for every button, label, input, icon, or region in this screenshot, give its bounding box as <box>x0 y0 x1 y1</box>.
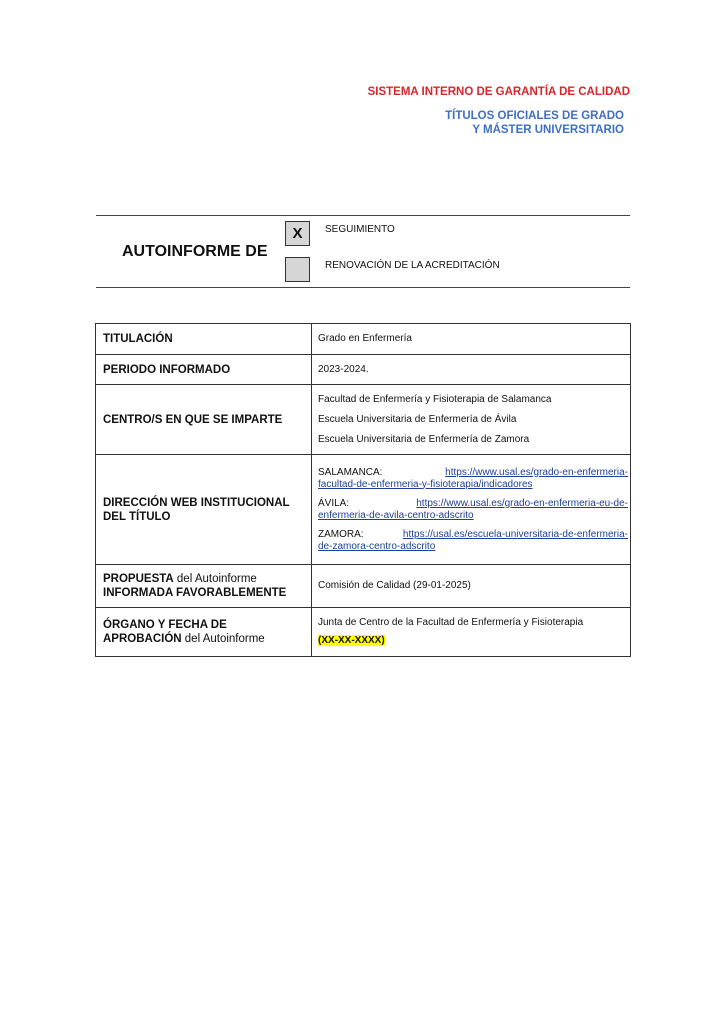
avila-link-cont[interactable]: enfermeria-de-avila-centro-adscrito <box>318 509 474 521</box>
avila-link[interactable]: https://www.usal.es/grado-en-enfermeria-eu-de- <box>416 497 628 509</box>
seguimiento-label: SEGUIMIENTO <box>325 224 395 235</box>
table-row <box>96 565 631 608</box>
bottom-divider <box>96 287 630 288</box>
organo-label-b: APROBACIÓN <box>103 633 182 645</box>
centros-label: CENTRO/S EN QUE SE IMPARTE <box>96 385 312 455</box>
propuesta-label <box>96 565 312 608</box>
web-label-line-1: DIRECCIÓN WEB INSTITUCIONAL <box>103 496 290 509</box>
autoinforme-title: AUTOINFORME DE <box>122 243 268 260</box>
organo-text: Junta de Centro de la Facultad de Enfermería y Fisioterapia <box>318 617 584 628</box>
zamora-label: ZAMORA: <box>318 528 364 540</box>
table-row <box>96 385 631 455</box>
periodo-label: PERIODO INFORMADO <box>96 355 312 385</box>
web-label <box>96 455 312 565</box>
propuesta-label-c: INFORMADA FAVORABLEMENTE <box>103 587 287 599</box>
avila-label: ÁVILA: <box>318 497 350 509</box>
renovacion-checkbox[interactable] <box>285 257 310 282</box>
top-divider <box>96 215 630 216</box>
propuesta-value: Comisión de Calidad (29-01-2025) <box>312 565 631 608</box>
table-row <box>96 324 631 355</box>
propuesta-label-b: del Autoinforme <box>173 573 257 585</box>
centro-avila: Escuela Universitaria de Enfermería de Ávila <box>318 413 517 425</box>
titulacion-value: Grado en Enfermería <box>312 324 631 355</box>
centros-value <box>312 385 631 455</box>
renovacion-label: RENOVACIÓN DE LA ACREDITACIÓN <box>325 260 500 271</box>
system-title: SISTEMA INTERNO DE GARANTÍA DE CALIDAD <box>367 86 630 98</box>
organo-label-c: del Autoinforme <box>181 633 265 645</box>
organo-value <box>312 608 631 657</box>
web-label-line-2: DEL TÍTULO <box>103 510 171 523</box>
organo-date: (XX-XX-XXXX) <box>318 635 385 646</box>
titles-heading <box>445 109 624 137</box>
centro-zamora: Escuela Universitaria de Enfermería de Zamora <box>318 433 530 445</box>
salamanca-label: SALAMANCA: <box>318 466 383 478</box>
web-value <box>312 455 631 565</box>
table-row <box>96 355 631 385</box>
centro-salamanca: Facultad de Enfermería y Fisioterapia de Salamanca <box>318 393 552 405</box>
web-salamanca <box>318 467 628 491</box>
titulacion-label: TITULACIÓN <box>96 324 312 355</box>
seguimiento-checkbox[interactable] <box>285 221 310 246</box>
salamanca-link[interactable]: https://www.usal.es/grado-en-enfermeria- <box>445 466 628 478</box>
zamora-link-cont[interactable]: de-zamora-centro-adscrito <box>318 540 436 552</box>
organo-label <box>96 608 312 657</box>
salamanca-link-cont[interactable]: facultad-de-enfermeria-y-fisioterapia/indicadores <box>318 478 533 490</box>
web-zamora <box>318 529 628 553</box>
info-table <box>95 323 631 657</box>
table-row <box>96 608 631 657</box>
web-avila <box>318 498 628 522</box>
organo-label-a: ÓRGANO Y FECHA DE <box>103 619 227 631</box>
zamora-link[interactable]: https://usal.es/escuela-universitaria-de-enfermeria- <box>402 528 628 540</box>
periodo-value: 2023-2024. <box>312 355 631 385</box>
checked-mark: X <box>292 225 303 242</box>
titles-line-2: Y MÁSTER UNIVERSITARIO <box>472 124 624 136</box>
propuesta-label-a: PROPUESTA <box>103 573 174 585</box>
titles-line-1: TÍTULOS OFICIALES DE GRADO <box>445 110 624 122</box>
table-row <box>96 455 631 565</box>
